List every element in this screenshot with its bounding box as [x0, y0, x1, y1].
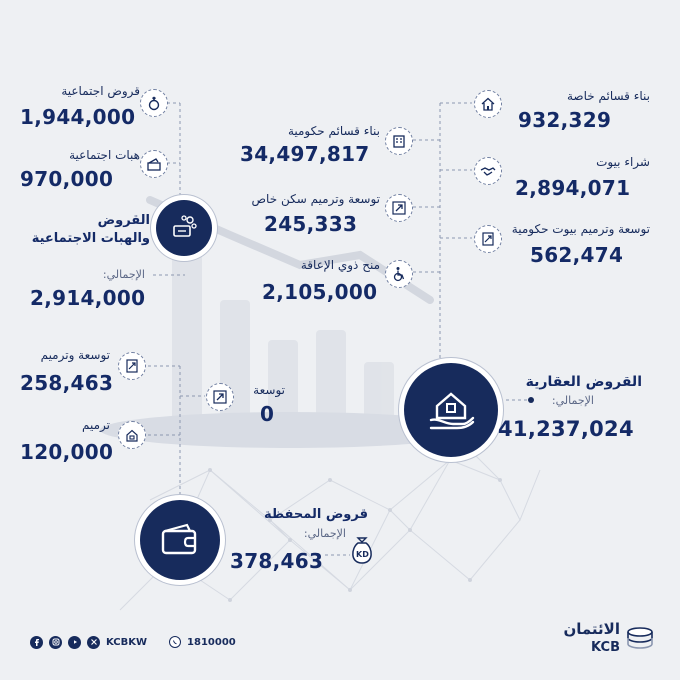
blueprint-icon	[474, 225, 502, 253]
build-private-label: بناء قسائم خاصة	[566, 89, 650, 103]
expand-arrow-icon	[385, 194, 413, 222]
expand-renovate-label: توسعة وترميم	[40, 348, 110, 362]
social-grants-label: هبات اجتماعية	[69, 148, 140, 162]
renovate-value: 120,000	[20, 440, 114, 464]
expansion-label: توسعة	[253, 383, 285, 397]
instagram-icon[interactable]	[49, 636, 62, 649]
renovate-label: ترميم	[82, 418, 110, 432]
whatsapp-icon[interactable]	[169, 636, 181, 648]
coins-hand-icon	[169, 213, 199, 243]
wallet-icon	[157, 517, 203, 563]
logo-arabic-text: الائتمان	[563, 620, 620, 638]
ring-icon	[140, 89, 168, 117]
wheelchair-icon	[385, 260, 413, 288]
social-heading-line2: والهبات الاجتماعية	[31, 231, 150, 246]
social-heading-line1: القروض	[97, 213, 150, 228]
coin-stack-logo-icon	[624, 624, 656, 654]
disabled-grants-value: 2,105,000	[262, 280, 378, 304]
footer-contacts	[30, 634, 236, 650]
youtube-icon[interactable]	[68, 636, 81, 649]
handshake-icon	[474, 157, 502, 185]
kcb-logo	[560, 618, 660, 662]
expand-icon	[118, 352, 146, 380]
expansion-value: 0	[260, 402, 275, 426]
real-estate-heading: القروض العقارية	[525, 374, 642, 390]
facebook-icon[interactable]	[30, 636, 43, 649]
social-total-value: 2,914,000	[30, 286, 146, 310]
social-total-label: الإجمالي:	[102, 268, 145, 281]
renovate-icon	[118, 421, 146, 449]
expansion-arrow-icon	[206, 383, 234, 411]
expand-gov-value: 562,474	[530, 243, 624, 267]
expand-gov-label: توسعة وترميم بيوت حكومية	[511, 222, 650, 236]
house-hand-icon	[423, 382, 479, 438]
portfolio-total-label: الإجمالي:	[303, 527, 346, 540]
buy-homes-value: 2,894,071	[515, 176, 631, 200]
build-gov-label: بناء قسائم حكومية	[287, 124, 380, 138]
x-icon[interactable]	[87, 636, 100, 649]
buy-homes-label: شراء بيوت	[596, 155, 650, 169]
build-private-value: 932,329	[518, 108, 612, 132]
social-loans-value: 1,944,000	[20, 105, 136, 129]
expand-renovate-value: 258,463	[20, 371, 114, 395]
real-estate-total-value: 41,237,024	[498, 417, 634, 441]
social-heading	[32, 212, 150, 248]
house-icon	[474, 90, 502, 118]
real-estate-badge	[404, 363, 498, 457]
logo-english-text: KCB	[591, 640, 620, 655]
social-loans-label: قروض اجتماعية	[61, 84, 140, 98]
real-estate-dot	[528, 397, 534, 403]
portfolio-badge	[140, 500, 220, 580]
build-gov-value: 34,497,817	[240, 142, 370, 166]
social-loans-badge	[156, 200, 212, 256]
social-grants-value: 970,000	[20, 167, 114, 191]
expand-private-value: 245,333	[264, 212, 358, 236]
building-icon	[385, 127, 413, 155]
currency-label: KD	[356, 550, 369, 559]
money-bag-icon	[348, 534, 376, 566]
real-estate-total-label: الإجمالي:	[551, 394, 594, 407]
expand-private-label: توسعة وترميم سكن خاص	[251, 192, 380, 206]
social-handle[interactable]: KCBKW	[106, 636, 148, 648]
phone-number[interactable]: 1810000	[187, 636, 236, 648]
gift-icon	[140, 150, 168, 178]
disabled-grants-label: منح ذوي الإعاقة	[300, 258, 380, 272]
portfolio-total-value: 378,463	[230, 549, 324, 573]
portfolio-heading: قروض المحفظة	[263, 507, 368, 522]
